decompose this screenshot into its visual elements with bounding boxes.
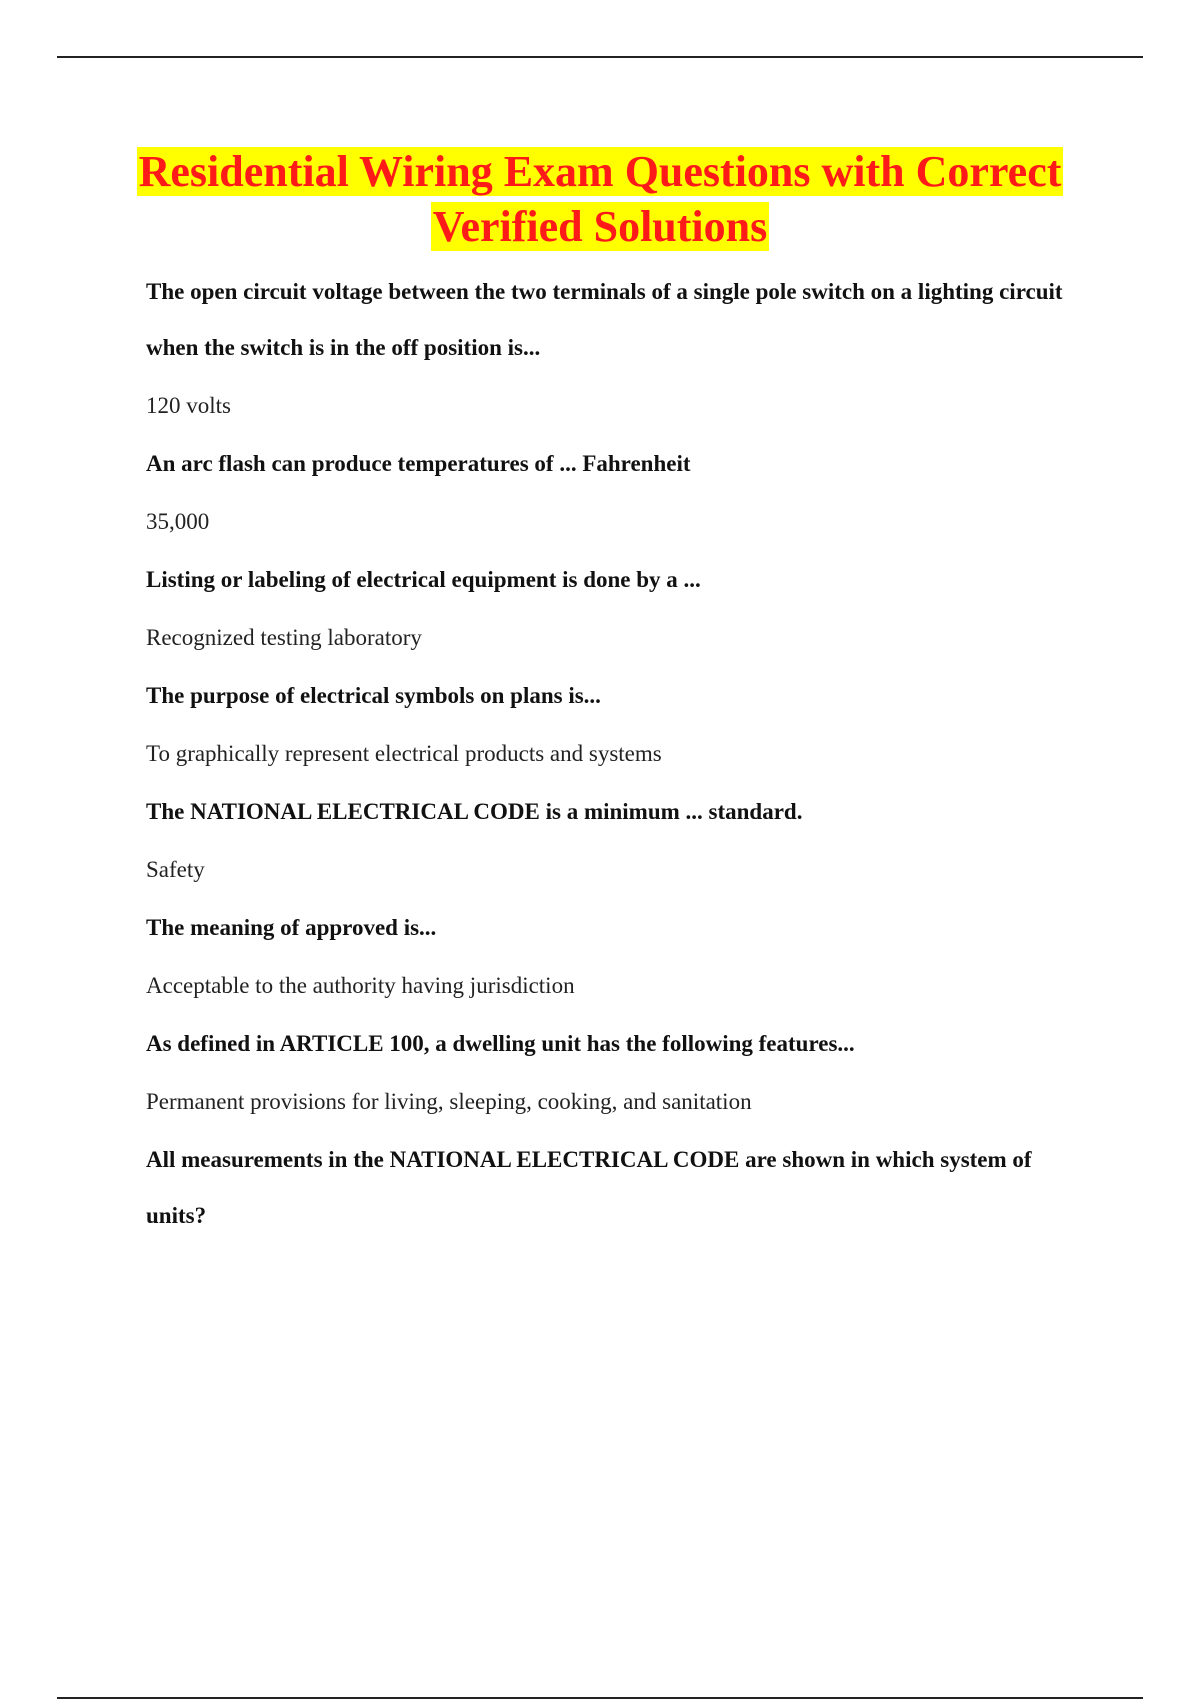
qa-item (146, 552, 1096, 652)
question-text: The open circuit voltage between the two terminals of a single pole switch on a lighting circuit when the switch is in the off position is... (146, 279, 1063, 360)
question-text: The purpose of electrical symbols on plans is... (146, 683, 601, 708)
qa-item (146, 1016, 1096, 1116)
document-title (100, 144, 1100, 254)
question-text: As defined in ARTICLE 100, a dwelling unit has the following features... (146, 1031, 855, 1056)
answer-text: To graphically represent electrical products and systems (146, 741, 662, 766)
question-text: Listing or labeling of electrical equipment is done by a ... (146, 567, 701, 592)
answer-text: Acceptable to the authority having jurisdiction (146, 973, 575, 998)
question-text: An arc flash can produce temperatures of ... Fahrenheit (146, 451, 691, 476)
qa-item (146, 784, 1096, 884)
answer-text: 35,000 (146, 509, 210, 534)
top-rule (57, 56, 1143, 58)
qa-item (146, 668, 1096, 768)
qa-item (146, 436, 1096, 536)
question-text: The meaning of approved is... (146, 915, 437, 940)
answer-text: 120 volts (146, 393, 231, 418)
answer-text: Permanent provisions for living, sleeping, cooking, and sanitation (146, 1089, 752, 1114)
bottom-rule (57, 1697, 1143, 1699)
qa-item (146, 264, 1096, 420)
answer-text: Recognized testing laboratory (146, 625, 422, 650)
answer-text: Safety (146, 857, 205, 882)
title-line-2: Verified Solutions (432, 202, 768, 251)
question-text: All measurements in the NATIONAL ELECTRICAL CODE are shown in which system of units? (146, 1147, 1032, 1228)
title-line-1: Residential Wiring Exam Questions with Correct (138, 147, 1062, 196)
qa-item (146, 900, 1096, 1000)
question-text: The NATIONAL ELECTRICAL CODE is a minimum ... standard. (146, 799, 803, 824)
qa-item (146, 1132, 1096, 1244)
qa-list (146, 264, 1096, 1244)
